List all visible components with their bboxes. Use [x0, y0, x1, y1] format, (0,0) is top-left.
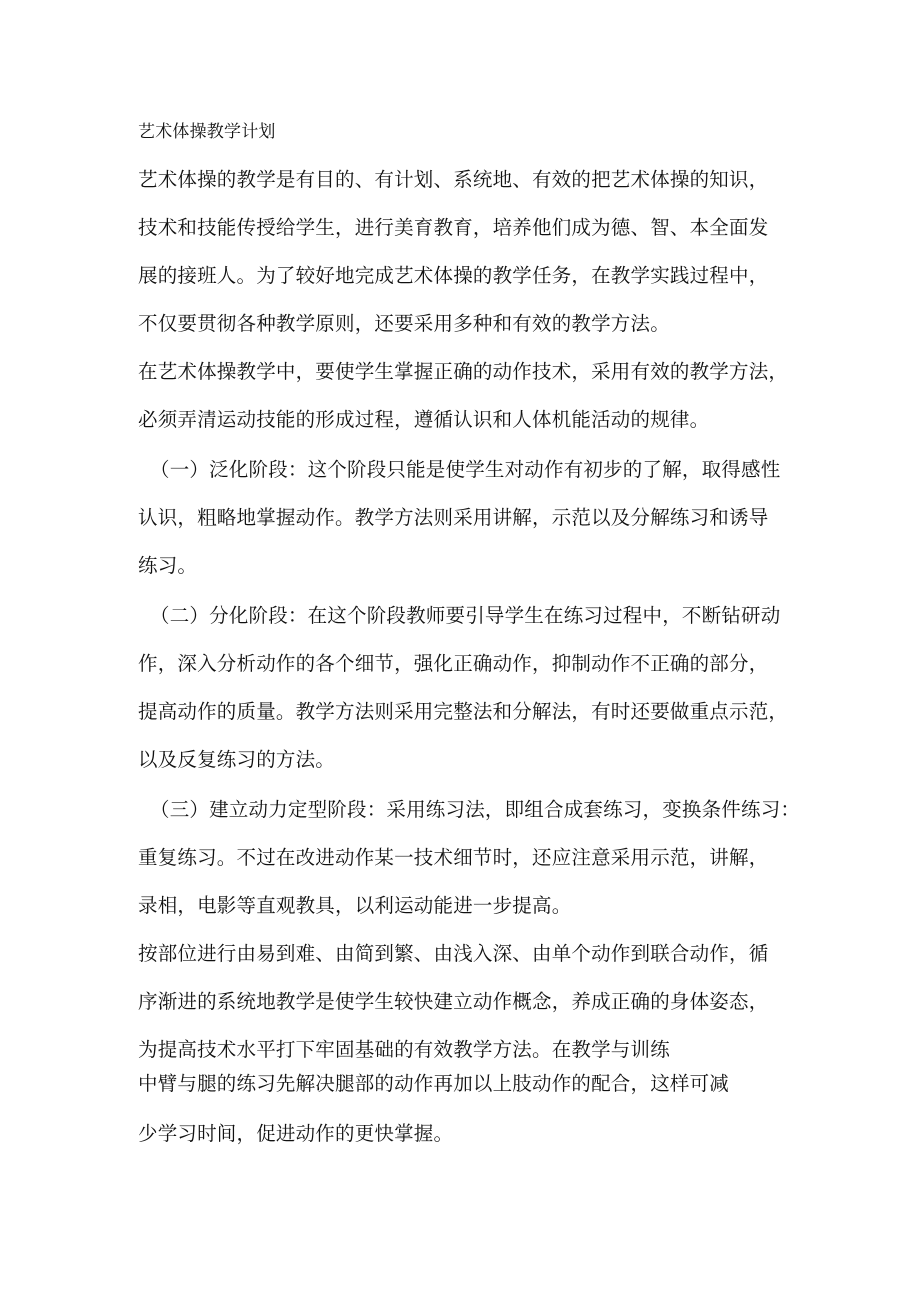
paragraph-line: 技术和技能传授给学生，进行美育教育，培养他们成为德、智、本全面发: [138, 216, 769, 239]
paragraph-line: 展的接班人。为了较好地完成艺术体操的教学任务，在教学实践过程中，: [138, 264, 769, 287]
paragraph-line: （二）分化阶段：在这个阶段教师要引导学生在练习过程中，不断钻研动: [150, 604, 781, 627]
paragraph-line: 中臂与腿的练习先解决腿部的动作再加以上肢动作的配合，这样可减: [138, 1072, 730, 1095]
paragraph-line: 提高动作的质量。教学方法则采用完整法和分解法，有时还要做重点示范，: [138, 700, 789, 723]
paragraph-line: 必须弄清运动技能的形成过程，遵循认识和人体机能活动的规律。: [138, 408, 710, 431]
paragraph-line: （三）建立动力定型阶段：采用练习法，即组合成套练习，变换条件练习：: [150, 798, 801, 821]
paragraph-line: 认识，粗略地掌握动作。教学方法则采用讲解，示范以及分解练习和诱导: [138, 506, 769, 529]
paragraph-line: 少学习时间，促进动作的更快掌握。: [138, 1122, 454, 1145]
paragraph-line: 作，深入分析动作的各个细节，强化正确动作，抑制动作不正确的部分，: [138, 652, 769, 675]
paragraph-line: 艺术体操的教学是有目的、有计划、系统地、有效的把艺术体操的知识，: [138, 168, 769, 191]
paragraph-line: 序渐进的系统地教学是使学生较快建立动作概念，养成正确的身体姿态，: [138, 990, 769, 1013]
paragraph-line: 在艺术体操教学中，要使学生掌握正确的动作技术，采用有效的教学方法，: [138, 360, 789, 383]
paragraph-line: 重复练习。不过在改进动作某一技术细节时，还应注意采用示范，讲解，: [138, 846, 769, 869]
paragraph-line: 录相，电影等直观教具，以利运动能进一步提高。: [138, 894, 572, 917]
paragraph-line: 不仅要贯彻各种教学原则，还要采用多种和有效的教学方法。: [138, 312, 670, 335]
document-title: 艺术体操教学计划: [138, 122, 276, 142]
paragraph-line: 为提高技术水平打下牢固基础的有效教学方法。在教学与训练: [138, 1038, 670, 1061]
paragraph-line: 以及反复练习的方法。: [138, 748, 336, 771]
paragraph-line: （一）泛化阶段：这个阶段只能是使学生对动作有初步的了解，取得感性: [150, 458, 781, 481]
paragraph-line: 按部位进行由易到难、由简到繁、由浅入深、由单个动作到联合动作，循: [138, 942, 769, 965]
paragraph-line: 练习。: [138, 554, 198, 577]
